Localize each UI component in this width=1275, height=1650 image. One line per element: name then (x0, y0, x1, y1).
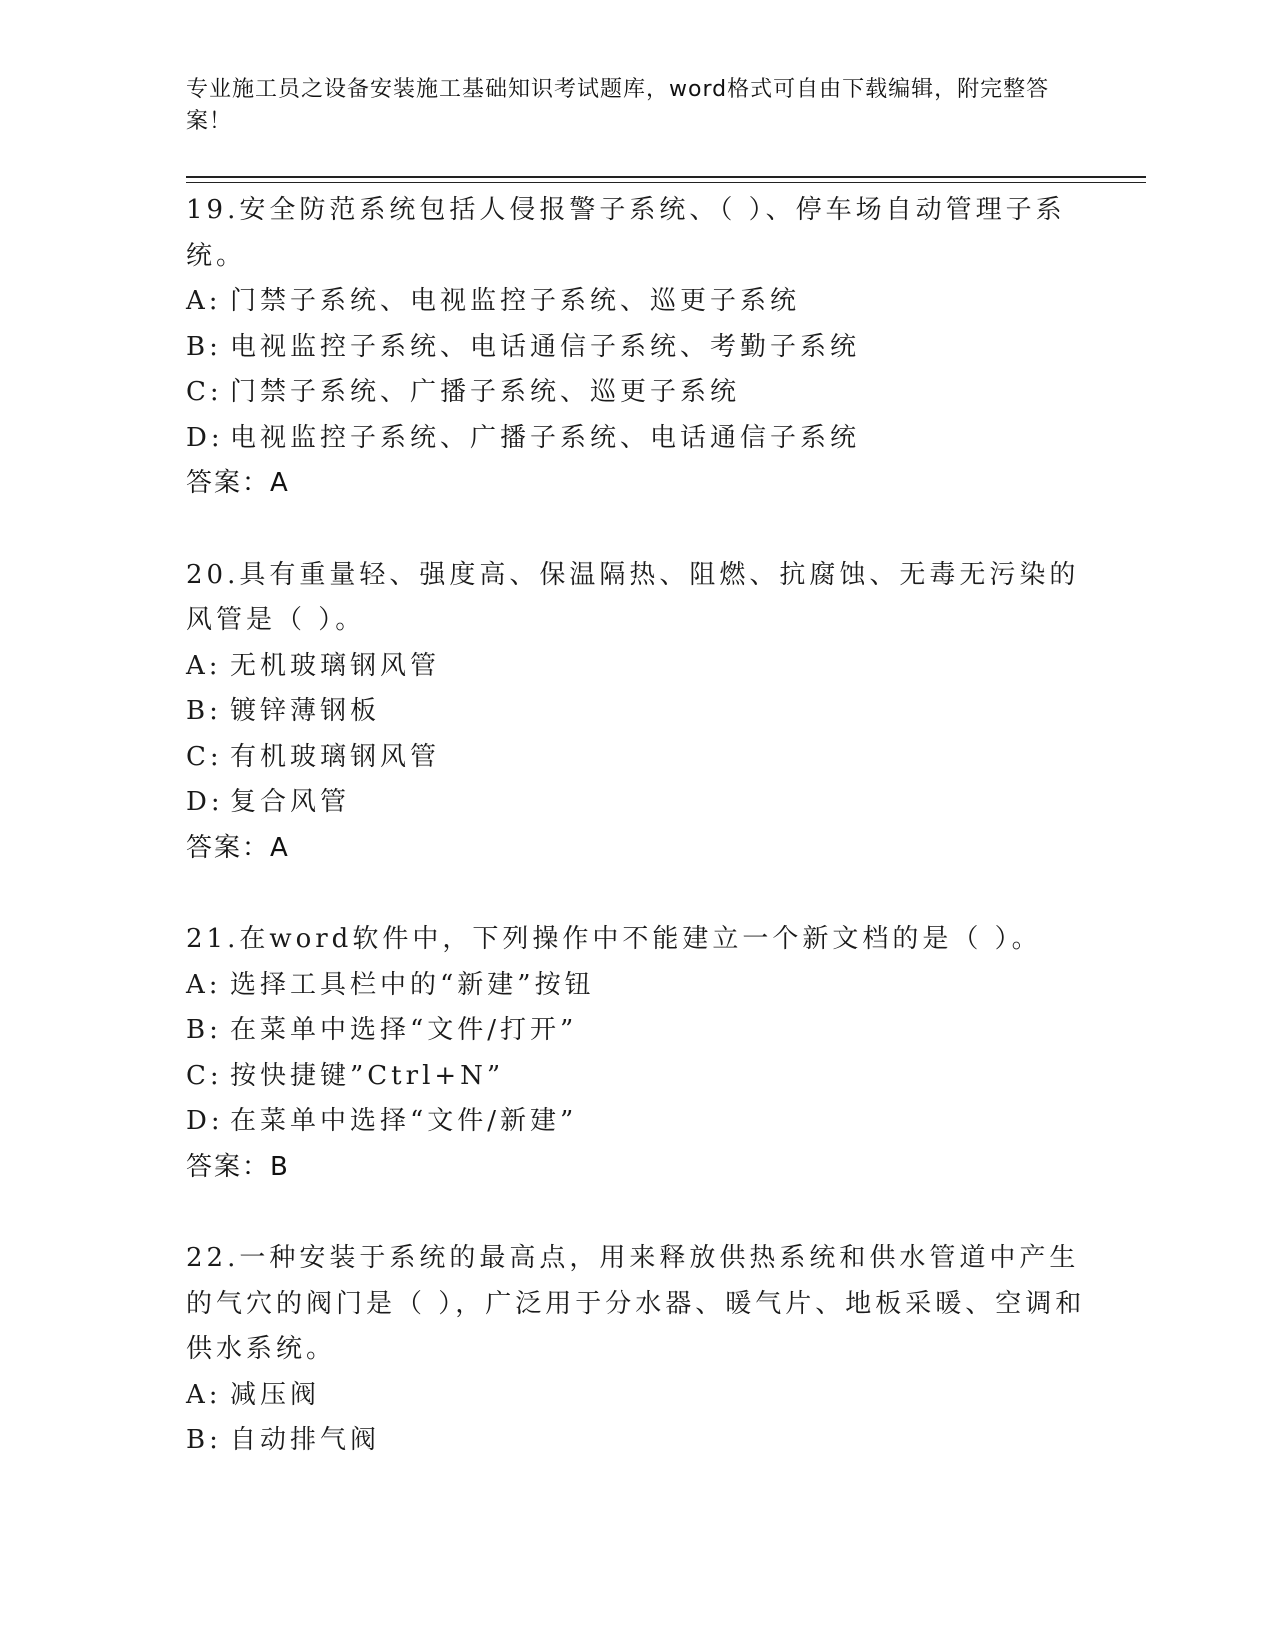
question-list (186, 188, 1086, 1510)
header-divider-thin (186, 182, 1146, 183)
option-letter: B: (186, 331, 222, 362)
option-text: 镀锌薄钢板 (230, 696, 381, 726)
option-text: 无机玻璃钢风管 (230, 650, 441, 681)
question-21 (186, 917, 1086, 1190)
option-c (186, 1054, 1086, 1100)
option-d (186, 1099, 1086, 1145)
option-letter: A: (186, 1379, 222, 1410)
option-d (186, 780, 1086, 826)
answer-line: 答案：A (186, 832, 290, 863)
option-text: 门禁子系统、电视监控子系统、巡更子系统 (230, 286, 801, 316)
option-text: 选择工具栏中的“新建”按钮 (230, 969, 595, 1000)
option-letter: D: (186, 787, 224, 817)
option-letter: B: (186, 1425, 222, 1455)
option-text: 有机玻璃钢风管 (230, 741, 441, 772)
question-stem: 21.在word软件中，下列操作中不能建立一个新文档的是（ ）。 (186, 924, 1042, 954)
option-c (186, 735, 1086, 781)
option-d (186, 416, 1086, 462)
answer-line: 答案：A (186, 468, 290, 498)
question-stem: 19.安全防范系统包括人侵报警子系统、（ ）、停车场自动管理子系统。 (186, 195, 1066, 271)
option-letter: C: (186, 1060, 223, 1091)
option-a (186, 963, 1086, 1009)
option-letter: D: (186, 422, 224, 453)
question-20 (186, 553, 1086, 872)
option-b (186, 689, 1086, 735)
option-letter: A: (186, 969, 222, 1000)
question-stem: 20.具有重量轻、强度高、保温隔热、阻燃、抗腐蚀、无毒无污染的风管是（ ）。 (186, 559, 1080, 635)
option-text: 电视监控子系统、广播子系统、电话通信子系统 (230, 422, 861, 453)
question-22 (186, 1236, 1086, 1464)
option-c (186, 370, 1086, 416)
option-text: 自动排气阀 (230, 1425, 381, 1455)
option-text: 门禁子系统、广播子系统、巡更子系统 (230, 377, 741, 407)
option-b (186, 1008, 1086, 1054)
option-b (186, 325, 1086, 371)
option-letter: D: (186, 1106, 224, 1136)
option-letter: C: (186, 741, 223, 772)
option-letter: C: (186, 377, 223, 407)
option-a (186, 1373, 1086, 1419)
option-letter: B: (186, 696, 222, 726)
option-text: 电视监控子系统、电话通信子系统、考勤子系统 (230, 331, 861, 362)
option-text: 减压阀 (230, 1379, 321, 1410)
option-a (186, 644, 1086, 690)
option-letter: B: (186, 1015, 222, 1045)
document-header: 专业施工员之设备安装施工基础知识考试题库，word格式可自由下载编辑，附完整答案！ (186, 77, 1050, 134)
option-text: 复合风管 (230, 787, 351, 817)
question-19 (186, 188, 1086, 507)
question-stem: 22.一种安装于系统的最高点，用来释放供热系统和供水管道中产生的气穴的阀门是（ ），广泛用于分水器、暖气片、地板采暖、空调和供水系统。 (186, 1243, 1086, 1364)
answer-line: 答案：B (186, 1151, 290, 1182)
option-text: 按快捷键”Ctrl+N” (230, 1060, 505, 1091)
option-b (186, 1418, 1086, 1464)
option-letter: A: (186, 650, 222, 681)
header-divider-thick (186, 176, 1146, 178)
option-letter: A: (186, 286, 222, 316)
option-text: 在菜单中选择“文件/新建” (230, 1106, 578, 1136)
option-a (186, 279, 1086, 325)
option-text: 在菜单中选择“文件/打开” (230, 1015, 578, 1045)
